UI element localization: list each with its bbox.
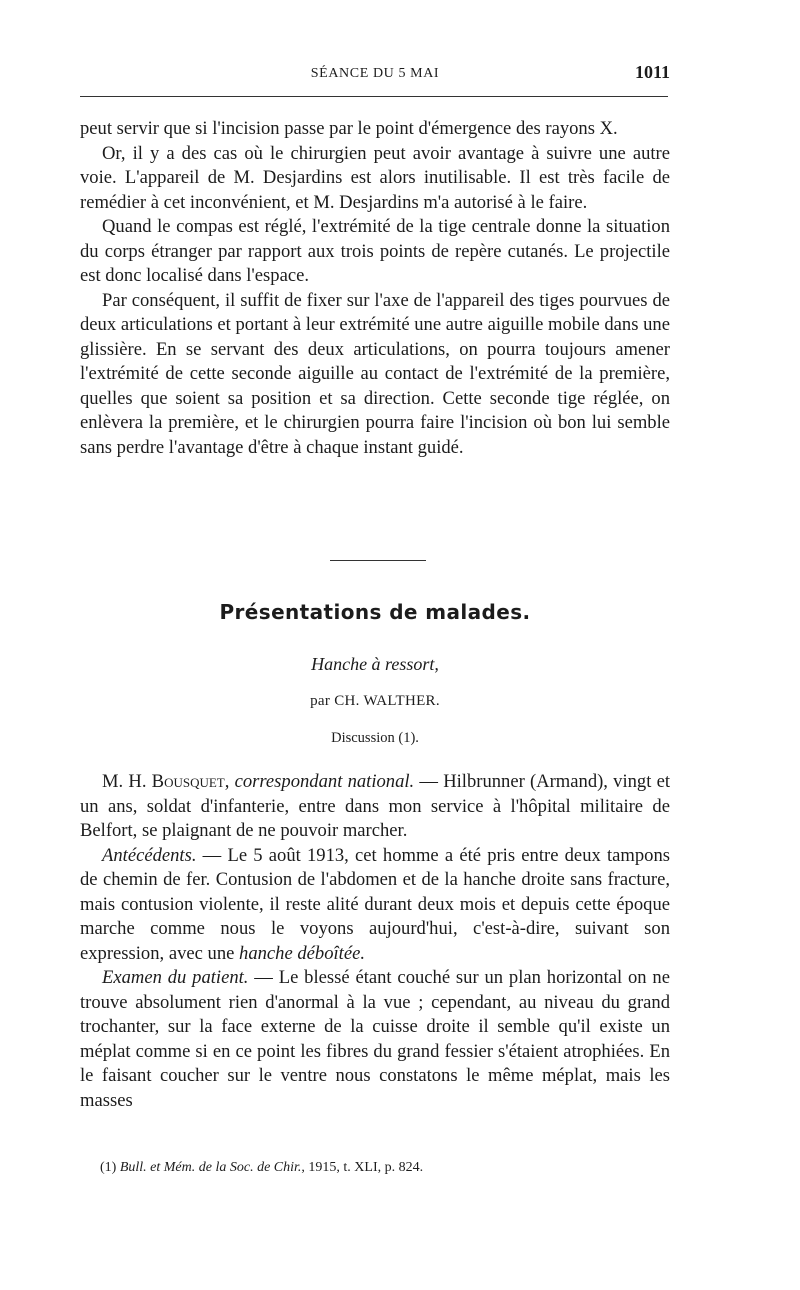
section-separator bbox=[330, 560, 426, 561]
paragraph-continuation: peut servir que si l'incision passe par le point d'émergence des rayons X. bbox=[80, 118, 618, 139]
section-title: Présentations de malades. bbox=[219, 600, 531, 624]
paragraph-lead: Antécédents. bbox=[102, 844, 197, 866]
paragraph-tail: hanche déboîtée. bbox=[239, 942, 366, 964]
running-title: SÉANCE DU 5 MAI bbox=[310, 66, 440, 81]
top-text-block bbox=[80, 117, 670, 460]
byline: par CH. WALTHER. bbox=[310, 693, 440, 709]
article-subtitle: Hanche à ressort, bbox=[311, 654, 439, 674]
paragraph bbox=[80, 844, 670, 967]
bottom-text-block bbox=[80, 770, 670, 1113]
footnote-details: , 1915, t. XLI, p. 824. bbox=[301, 1160, 424, 1175]
paragraph: Quand le compas est réglé, l'extrémité de la tige centrale donne la situation du corps étranger par rapport aux trois points de repère cutanés. Le projectile est donc localisé dans l'espace. bbox=[80, 216, 670, 286]
discussion-heading: Discussion (1). bbox=[331, 730, 419, 746]
paragraph: Or, il y a des cas où le chirurgien peut avoir avantage à suivre une autre voie. L'appareil de M. Desjardins est alors inutilisable. Il est très facile de remédier à cet inconvénient, et M. Desjardins m'a autorisé à le faire. bbox=[80, 142, 670, 213]
header-rule bbox=[80, 96, 668, 97]
footnote-marker: (1) bbox=[100, 1160, 117, 1175]
paragraph-text: — Hilbrunner (Armand), vingt et un ans, soldat d'infanterie, entre dans mon service à l'hôpital militaire de Belfort, se plaignant de ne pouvoir marcher. bbox=[80, 771, 671, 841]
footnote bbox=[100, 1160, 660, 1176]
running-head bbox=[80, 62, 670, 86]
page-number: 1011 bbox=[634, 62, 670, 82]
paragraph: M. H. Bousquet, correspondant national. — Hilbrunner (Armand), vingt et un ans, soldat d'infanterie, entre dans mon service à l'hôpital militaire de Belfort, se plaignant de ne pouvoir marcher. bbox=[80, 771, 671, 841]
footnote-source: Bull. et Mém. de la Soc. de Chir. bbox=[119, 1160, 302, 1175]
speaker-name: M. H. Bousquet bbox=[102, 771, 225, 792]
paragraph: Par conséquent, il suffit de fixer sur l'axe de l'appareil des tiges pourvues de deux articulations et portant à leur extrémité une autre aiguille mobile dans une glissière. En se servant des deux articulations, on pourra toujours amener l'extrémité de cette seconde aiguille au contact de l'extrémité de la première, quelles que soient sa position et sa direction. Cette seconde tige réglée, on enlèvera la première, et le chirurgien pourra faire l'incision où bon lui semble sans perdre l'avantage d'être à chaque instant guidé. bbox=[80, 289, 670, 458]
paragraph-text: — Le 5 août 1913, cet homme a été pris entre deux tampons de chemin de fer. Contusion de l'abdomen et de la hanche droite sans fracture, mais contusion violente, il reste alité durant deux mois et depuis cette époque marche comme nous le voyons aujourd'hui, c'est-à-dire, suivant son expression, avec une bbox=[80, 844, 670, 964]
paragraph bbox=[80, 966, 670, 1113]
paragraph-text: — Le blessé étant couché sur un plan horizontal on ne trouve absolument rien d'anormal à la vue ; cependant, au niveau du grand trochanter, sur la face externe de la cuisse droite il semble qu'il existe un méplat comme si en ce point les fibres du grand fessier s'étaient atrophiées. En le faisant coucher sur le ventre nous constatons le même méplat, mais les masses bbox=[80, 967, 670, 1111]
speaker-role: correspondant national. bbox=[234, 771, 415, 792]
paragraph-lead: Examen du patient. bbox=[102, 967, 249, 988]
